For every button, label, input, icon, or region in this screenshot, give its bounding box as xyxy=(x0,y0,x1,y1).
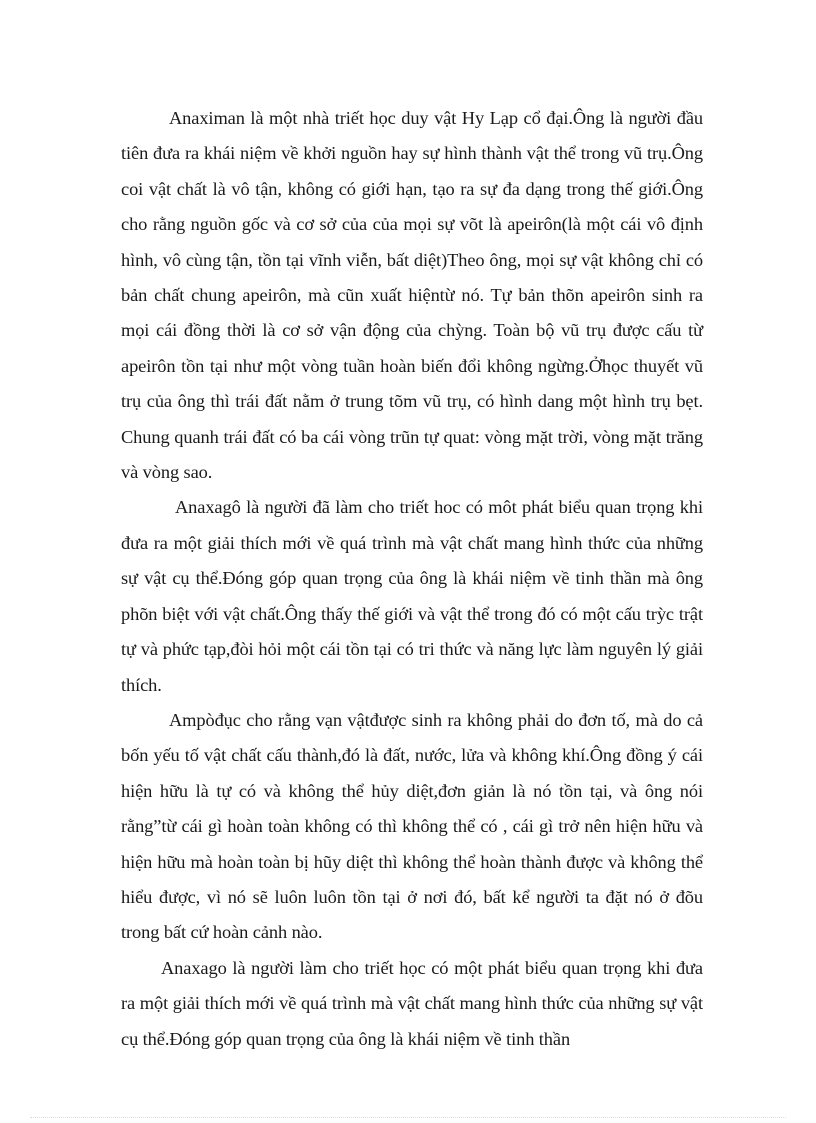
paragraph-anaxago-2: Anaxago là người làm cho triết học có một phát biểu quan trọng khi đưa ra một giải thích mới về quá trình mà vật chất mang hình thức của những sự vật cụ thể.Đóng góp quan trọng của ông là khái niệm về tinh thần xyxy=(121,957,703,1049)
document-body xyxy=(121,101,703,1057)
paragraph-anaximan: Anaximan là một nhà triết học duy vật Hy Lạp cổ đại.Ông là người đầu tiên đưa ra khái niệm về khởi nguồn hay sự hình thành vật thể trong vũ trụ.Ông coi vật chất là vô tận, không có giới hạn, tạo ra sự đa dạng trong thế giới.Ông cho rằng nguồn gốc và cơ sở của của mọi sự võt là apeirôn(là một cái vô định hình, vô cùng tận, tồn tại vĩnh viễn, bất diệt)Theo ông, mọi sự vật không chỉ có bản chất chung apeirôn, mà cũn xuất hiệntừ nó. Tự bản thõn apeirôn sinh ra mọi cái đồng thời là cơ sở vận động của chỳng. Toàn bộ vũ trụ được cấu từ apeirôn tồn tại như một vòng tuần hoàn biến đổi không ngừng.Ởhọc thuyết vũ trụ của ông thì trái đất nằm ở trung tõm vũ trụ, có hình dang một hình trụ bẹt. Chung quanh trái đất có ba cái vòng trũn tự quat: vòng mặt trời, vòng mặt trăng và vòng sao. xyxy=(121,108,703,483)
paragraph-anaxago-1: Anaxagô là người đã làm cho triết hoc có môt phát biểu quan trọng khi đưa ra một giải thích mới về quá trình mà vật chất mang hình thức của những sự vật cụ thể.Đóng góp quan trọng của ông là khái niệm về tinh thần mà ông phõn biệt với vật chất.Ông thấy thế giới và vật thể trong đó có một cấu trỳc trật tự và phức tạp,đòi hỏi một cái tồn tại có tri thức và năng lực làm nguyên lý giải thích. xyxy=(121,497,703,695)
page-bottom-rule xyxy=(30,1117,786,1118)
paragraph-ampodoc: Ampòđục cho rằng vạn vậtđược sinh ra không phải do đơn tố, mà do cả bốn yếu tố vật chất cấu thành,đó là đất, nước, lửa và không khí.Ông đồng ý cái hiện hữu là tự có và không thể hủy diệt,đơn giản là nó tồn tại, và ông nói rằng”từ cái gì hoàn toàn không có thì không thể có , cái gì trở nên hiện hữu và hiện hữu mà hoàn toàn bị hũy diệt thì không thể hoàn thành được và không thể hiểu được, vì nó sẽ luôn luôn tồn tại ở nơi đó, bất kể người ta đặt nó ở đõu trong bất cứ hoàn cảnh nào. xyxy=(121,709,703,943)
